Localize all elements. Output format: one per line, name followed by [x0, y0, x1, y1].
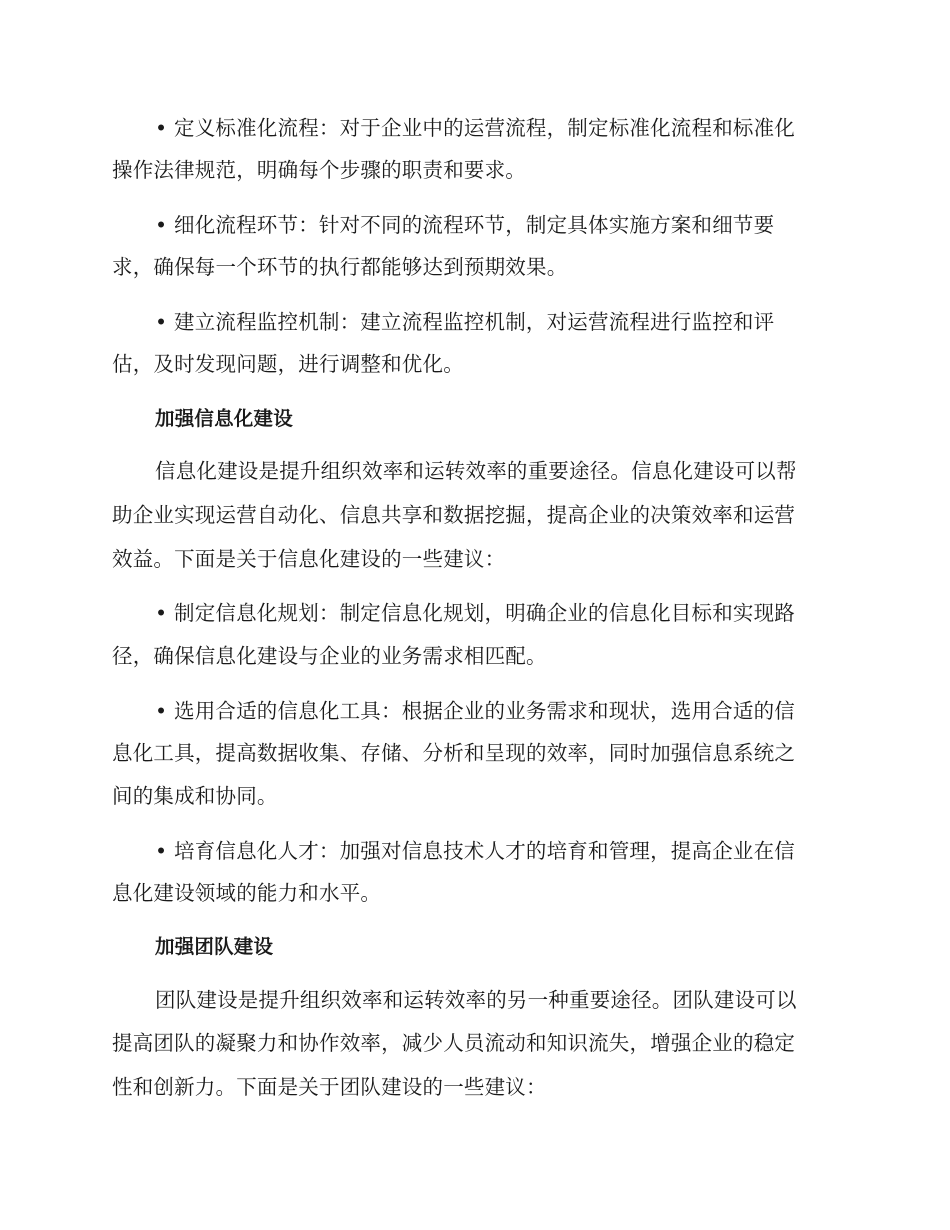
bullet-define-standard-process: • 定义标准化流程：对于企业中的运营流程，制定标准化流程和标准化: [155, 116, 796, 140]
bullet-informatization-talent: • 培育信息化人才：加强对信息技术人才的培育和管理，提高企业在信: [155, 839, 796, 863]
bullet-refine-process-steps-cont: 求，确保每一个环节的执行都能够达到预期效果。: [112, 255, 568, 279]
paragraph-team-building-line3: 性和创新力。下面是关于团队建设的一些建议：: [112, 1075, 547, 1099]
bullet-informatization-tools: • 选用合适的信息化工具：根据企业的业务需求和现状，选用合适的信: [155, 699, 796, 723]
bullet-informatization-tools-line3: 间的集成和协同。: [112, 784, 278, 808]
section-heading-team-building: 加强团队建设: [155, 935, 274, 958]
paragraph-informatization-line3: 效益。下面是关于信息化建设的一些建议：: [112, 547, 506, 571]
bullet-refine-process-steps: • 细化流程环节：针对不同的流程环节，制定具体实施方案和细节要: [155, 213, 775, 237]
paragraph-informatization-line2: 助企业实现运营自动化、信息共享和数据挖掘，提高企业的决策效率和运营: [112, 503, 796, 527]
paragraph-informatization: 信息化建设是提升组织效率和运转效率的重要途径。信息化建设可以帮: [155, 459, 797, 483]
bullet-informatization-talent-cont: 息化建设领域的能力和水平。: [112, 881, 382, 905]
paragraph-team-building: 团队建设是提升组织效率和运转效率的另一种重要途径。团队建设可以: [155, 988, 797, 1012]
bullet-informatization-plan-cont: 径，确保信息化建设与企业的业务需求相匹配。: [112, 644, 547, 668]
bullet-informatization-tools-line2: 息化工具，提高数据收集、存储、分析和呈现的效率，同时加强信息系统之: [112, 741, 796, 765]
bullet-process-monitoring-cont: 估，及时发现问题，进行调整和优化。: [112, 352, 464, 376]
paragraph-team-building-line2: 提高团队的凝聚力和协作效率，减少人员流动和知识流失，增强企业的稳定: [112, 1031, 796, 1055]
bullet-informatization-plan: • 制定信息化规划：制定信息化规划，明确企业的信息化目标和实现路: [155, 601, 796, 625]
bullet-process-monitoring: • 建立流程监控机制：建立流程监控机制，对运营流程进行监控和评: [155, 310, 775, 334]
section-heading-informatization: 加强信息化建设: [155, 407, 293, 430]
bullet-define-standard-process-cont: 操作法律规范，明确每个步骤的职责和要求。: [112, 158, 526, 182]
